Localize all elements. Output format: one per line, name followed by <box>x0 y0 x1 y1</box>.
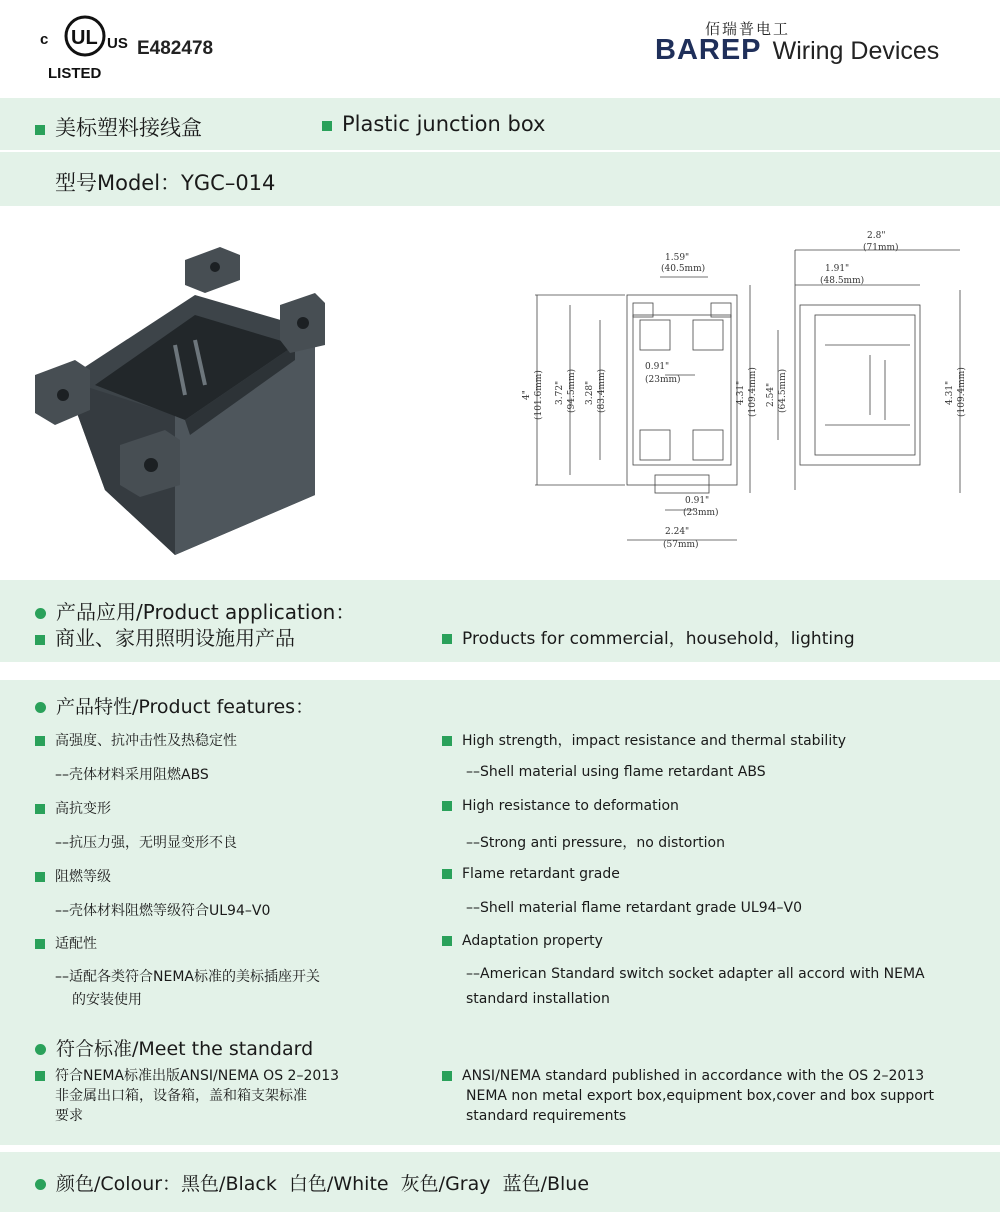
standard-cn <box>35 1066 339 1126</box>
application-cn-row <box>35 622 295 651</box>
dim-gap-top: 0.91" <box>645 362 670 372</box>
dim-h2: 3.72" <box>555 380 565 405</box>
feature-1-cn-row <box>35 730 237 750</box>
feature-1-en-row <box>442 730 846 750</box>
dim-width-bottom-mm: (57mm) <box>663 540 699 550</box>
feature-2-en-row <box>442 798 679 814</box>
bullet-square-icon <box>35 939 45 949</box>
bullet-square-icon <box>35 1071 45 1081</box>
standard-cn-line-1: 符合NEMA标准出版ANSI/NEMA OS 2–2013 <box>55 1068 340 1084</box>
dim-depth-total: 2.8" <box>867 231 886 241</box>
feature-4-en-sub: ––American Standard switch socket adapter all accord with NEMA <box>466 966 925 982</box>
colour-options: 颜色/Colour：黑色/Black 白色/White 灰色/Gray 蓝色/Blue <box>56 1173 590 1195</box>
dim-h3-mm: (83.4mm) <box>597 368 607 413</box>
ul-us: US <box>107 35 128 52</box>
application-cn: 商业、家用照明设施用产品 <box>55 626 295 650</box>
feature-3-cn: 阻燃等级 <box>55 869 111 885</box>
bullet-square-icon <box>35 804 45 814</box>
standard-en-line-1: ANSI/NEMA standard published in accordance with the OS 2–2013 <box>462 1068 925 1084</box>
feature-1-cn-sub: ––壳体材料采用阻燃ABS <box>55 767 209 783</box>
feature-3-cn-sub: ––壳体材料阻燃等级符合UL94–V0 <box>55 903 271 919</box>
bullet-dot-icon <box>35 608 46 619</box>
ul-c: c <box>40 31 49 48</box>
application-heading-row <box>35 596 355 625</box>
dim-side-inner: 2.54" <box>766 382 776 407</box>
technical-drawing <box>515 225 985 560</box>
standard-cn-line-3: 要求 <box>55 1108 83 1124</box>
ul-listed-logo <box>30 10 130 85</box>
feature-4-en-sub2: standard installation <box>466 991 610 1007</box>
title-divider <box>0 150 1000 152</box>
dim-width-bottom: 2.24" <box>665 527 690 537</box>
feature-2-en: High resistance to deformation <box>462 798 679 814</box>
ul-listed: LISTED <box>48 65 102 82</box>
bullet-square-icon <box>35 736 45 746</box>
feature-1-cn: 高强度、抗冲击性及热稳定性 <box>55 733 237 749</box>
dim-h3: 3.28" <box>585 380 595 405</box>
feature-3-en-row <box>442 866 620 882</box>
feature-4-cn-row <box>35 933 97 953</box>
feature-2-cn: 高抗变形 <box>55 801 111 817</box>
feature-2-cn-row <box>35 798 111 818</box>
feature-1-en-sub: ––Shell material using flame retardant ABS <box>466 764 766 780</box>
dim-depth-body-mm: (48.5mm) <box>820 276 865 286</box>
standard-en-line-3: standard requirements <box>466 1108 627 1124</box>
bullet-square-icon <box>35 635 45 645</box>
application-en-row <box>442 624 855 649</box>
dim-side-outer: 4.31" <box>945 380 955 405</box>
bullet-dot-icon <box>35 1044 46 1055</box>
ul-mark-icon <box>30 10 130 85</box>
dimension-drawing <box>515 225 985 560</box>
junction-box-image <box>25 235 325 555</box>
product-photo <box>25 235 325 555</box>
feature-3-cn-row <box>35 866 111 886</box>
application-en: Products for commercial，household，lighting <box>462 629 855 649</box>
feature-4-en: Adaptation property <box>462 933 603 949</box>
title-cn: 美标塑料接线盒 <box>55 116 202 140</box>
feature-2-cn-sub: ––抗压力强，无明显变形不良 <box>55 835 237 851</box>
brand-tagline: Wiring Devices <box>772 37 940 65</box>
dim-gap-top-mm: (23mm) <box>645 375 681 385</box>
dim-depth-body: 1.91" <box>825 264 850 274</box>
brand-logo <box>655 34 985 74</box>
bullet-square-icon <box>442 801 452 811</box>
dim-h4: 4.31" <box>736 380 746 405</box>
dim-gap-bottom-mm: (23mm) <box>683 508 719 518</box>
bullet-dot-icon <box>35 702 46 713</box>
bullet-square-icon <box>442 634 452 644</box>
features-heading-row <box>35 692 314 719</box>
title-cn-row <box>35 112 202 142</box>
bullet-square-icon <box>322 121 332 131</box>
feature-3-en-sub: ––Shell material flame retardant grade UL94–V0 <box>466 900 803 916</box>
bullet-dot-icon <box>35 1179 46 1190</box>
model-number: 型号Model：YGC–014 <box>55 171 276 195</box>
ul-text: UL <box>71 27 98 49</box>
features-heading: 产品特性/Product features： <box>56 696 315 718</box>
dim-side-inner-mm: (64.5mm) <box>778 368 788 413</box>
bullet-square-icon <box>35 872 45 882</box>
feature-4-cn-sub2: 的安装使用 <box>72 992 142 1008</box>
title-en-row <box>322 112 545 136</box>
dim-depth-total-mm: (71mm) <box>863 243 899 253</box>
feature-2-en-sub: ––Strong anti pressure，no distortion <box>466 835 725 851</box>
feature-4-cn-sub: ––适配各类符合NEMA标准的美标插座开关 <box>55 969 320 985</box>
standard-heading-row <box>35 1034 313 1061</box>
title-en: Plastic junction box <box>342 112 546 136</box>
feature-3-en: Flame retardant grade <box>462 866 620 882</box>
bullet-square-icon <box>442 869 452 879</box>
feature-4-en-row <box>442 933 603 949</box>
bullet-square-icon <box>442 1071 452 1081</box>
bullet-square-icon <box>35 125 45 135</box>
dim-h1-mm: (101.6mm) <box>534 370 544 420</box>
standard-en <box>442 1066 934 1126</box>
brand-cn: 佰瑞普电工 <box>705 20 791 38</box>
bullet-square-icon <box>442 736 452 746</box>
dim-gap-bottom: 0.91" <box>685 496 710 506</box>
feature-4-cn: 适配性 <box>55 936 97 952</box>
dim-h4-mm: (109.4mm) <box>748 367 758 417</box>
standard-heading: 符合标准/Meet the standard <box>56 1038 314 1060</box>
application-heading: 产品应用/Product application： <box>56 600 356 624</box>
dim-width-top: 1.59" <box>665 253 690 263</box>
brand-name: BAREP <box>655 34 762 66</box>
dim-side-outer-mm: (109.4mm) <box>957 367 967 417</box>
colour-row <box>35 1169 589 1196</box>
feature-1-en: High strength，impact resistance and thermal stability <box>462 733 846 749</box>
dim-h2-mm: (94.5mm) <box>567 368 577 413</box>
dim-width-top-mm: (40.5mm) <box>661 264 706 274</box>
dim-h1: 4" <box>522 390 532 400</box>
cert-number: E482478 <box>137 38 214 59</box>
bullet-square-icon <box>442 936 452 946</box>
standard-en-line-2: NEMA non metal export box,equipment box,cover and box support <box>466 1088 935 1104</box>
standard-cn-line-2: 非金属出口箱，设备箱，盖和箱支架标准 <box>55 1088 307 1104</box>
